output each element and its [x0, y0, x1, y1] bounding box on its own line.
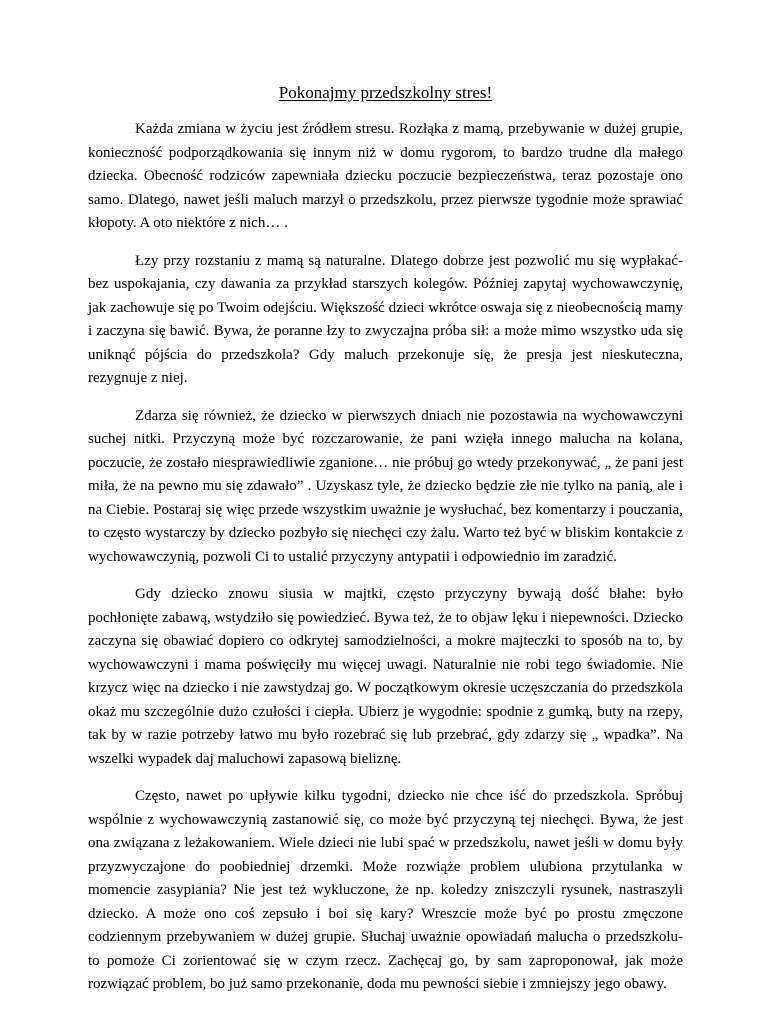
- document-page: [88, 82, 683, 1011]
- paragraph-5: Często, nawet po upływie kilku tygodni, dziecko nie chce iść do przedszkola. Spróbuj wspólnie z wychowawczynią zastanowić się, co może być przyczyną tej niechęci. Bywa, że jest ona związana z leżakowaniem. Wiele dzieci nie lubi spać w przedszkolu, nawet jeśli w domu były przyzwyczajone do poobiedniej drzemki. Może rozwiąże problem ulubiona przytulanka w momencie zasypiania? Nie jest też wykluczone, że np. koledzy zniszczyli rysunek, nastraszyli dziecko. A może ono coś zepsuło i boi się kary? Wreszcie może być po prostu zmęczone codziennym przebywaniem w dużej grupie. Słuchaj uważnie opowiadań malucha o przedszkolu- to pomoże Ci zorientować się w czym rzecz. Zachęcaj go, by sam zaproponował, jak może rozwiązać problem, bo już samo przekonanie, doda mu pewności siebie i zmniejszy jego obawy.: [88, 788, 683, 992]
- document-title: Pokonajmy przedszkolny stres!: [278, 83, 493, 102]
- paragraph-1: Każda zmiana w życiu jest źródłem stresu. Rozłąka z mamą, przebywanie w dużej grupie, konieczność podporządkowania się innym niż w domu rygorom, to bardzo trudne dla małego dziecka. Obecność rodziców zapewniała dziecku poczucie bezpieczeństwa, teraz pozostaje ono samo. Dlatego, nawet jeśli maluch marzył o przedszkolu, przez pierwsze tygodnie może sprawiać kłopoty. A oto niektóre z nich… .: [88, 121, 683, 231]
- paragraph-3: Zdarza się również, że dziecko w pierwszych dniach nie pozostawia na wychowawczyni suchej nitki. Przyczyną może być rozczarowanie, że pani wzięła innego malucha na kolana, poczucie, że zostało niesprawiedliwie zganione… nie próbuj go wtedy przekonywać, „ że pani jest miła, że na pewno mu się zdawało” . Uzyskasz tyle, że dziecko będzie złe nie tylko na panią, ale i na Ciebie. Postaraj się więc przede wszystkim uważnie je wysłuchać, bez komentarzy i pouczania, to często wystarczy by dziecko pozbyło się niechęci czy żalu. Warto też być w bliskim kontakcie z wychowawczynią, pozwoli Ci to ustalić przyczyny antypatii i odpowiednio im zaradzić.: [88, 407, 683, 565]
- paragraph-4: Gdy dziecko znowu siusia w majtki, często przyczyny bywają dość błahe: było pochłonięte zabawą, wstydziło się powiedzieć. Bywa też, że to objaw lęku i niepewności. Dziecko zaczyna się obawiać dopiero co odkrytej samodzielności, a mokre majteczki to sposób na to, by wychowawczyni i mama poświęciły mu więcej uwagi. Naturalnie nie robi tego świadomie. Nie krzycz więc na dziecko i nie zawstydzaj go. W początkowym okresie uczęszczania do przedszkola okaż mu szczególnie dużo czułości i ciepła. Ubierz je wygodnie: spodnie z gumką, buty na rzepy, tak by w razie potrzeby łatwo mu było rozebrać się lub przebrać, gdy zdarzy się „ wpadka”. Na wszelki wypadek daj maluchowi zapasową bieliznę.: [88, 586, 683, 767]
- paragraph-2: Łzy przy rozstaniu z mamą są naturalne. Dlatego dobrze jest pozwolić mu się wypłakać- bez uspokajania, czy dawania za przykład starszych kolegów. Później zapytaj wychowawczynię, jak zachowuje się po Twoim odejściu. Większość dzieci wkrótce oswaja się z nieobecnością mamy i zaczyna się bawić. Bywa, że poranne łzy to zwyczajna próba sił: a może mimo wszystko uda się uniknąć pójścia do przedszkola? Gdy maluch przekonuje się, że presja jest nieskuteczna, rezygnuje z niej.: [88, 252, 683, 386]
